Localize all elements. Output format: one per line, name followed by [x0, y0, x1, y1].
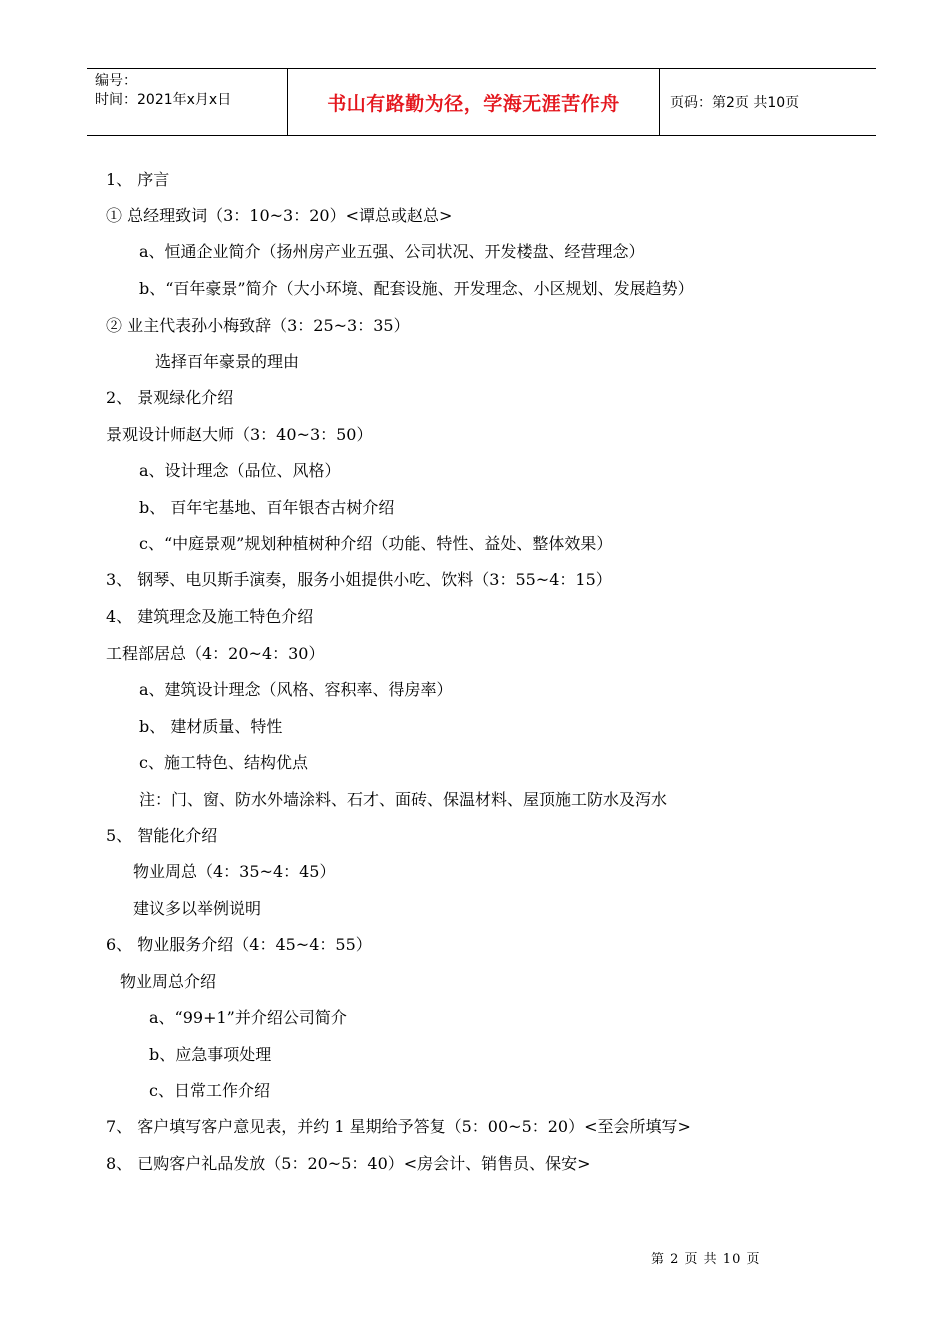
agenda-subitem: b、 百年宅基地、百年银杏古树介绍 [139, 498, 395, 517]
agenda-subitem: c、施工特色、结构优点 [139, 753, 308, 772]
header-meta-cell [87, 69, 287, 135]
header-motto: 书山有路勤为径，学海无涯苦作舟 [327, 92, 620, 115]
agenda-subitem: a、建筑设计理念（风格、容积率、得房率） [139, 680, 453, 699]
agenda-subitem: b、 建材质量、特性 [139, 717, 283, 736]
header-page-info: 页码：第2页 共10页 [670, 95, 800, 111]
agenda-item: 物业周总（4：35~4：45） [133, 862, 336, 881]
agenda-subitem: c、“中庭景观”规划种植树种介绍（功能、特性、益处、整体效果） [139, 534, 613, 553]
agenda-item: 景观设计师赵大师（3：40~3：50） [106, 425, 373, 444]
agenda-subitem: a、设计理念（品位、风格） [139, 461, 341, 480]
agenda-subitem: b、“百年豪景”简介（大小环境、配套设施、开发理念、小区规划、发展趋势） [139, 279, 694, 298]
document-number-label: 编号： [95, 73, 137, 89]
section-heading: 2、 景观绿化介绍 [106, 388, 234, 407]
header-motto-cell [287, 69, 660, 135]
agenda-subitem: a、“99+1”并介绍公司简介 [149, 1008, 347, 1027]
agenda-note: 建议多以举例说明 [133, 899, 262, 918]
agenda-note: 选择百年豪景的理由 [155, 352, 300, 371]
agenda-item: ① 总经理致词（3：10~3：20）<谭总或赵总> [106, 206, 453, 225]
section-heading: 5、 智能化介绍 [106, 826, 218, 845]
section-heading: 4、 建筑理念及施工特色介绍 [106, 607, 314, 626]
page-header [87, 68, 876, 136]
agenda-subitem: c、日常工作介绍 [149, 1081, 270, 1100]
section-heading: 6、 物业服务介绍（4：45~4：55） [106, 935, 372, 954]
section-heading: 1、 序言 [106, 170, 170, 189]
agenda-item: ② 业主代表孙小梅致辞（3：25~3：35） [106, 316, 410, 335]
section-heading: 8、 已购客户礼品发放（5：20~5：40）<房会计、销售员、保安> [106, 1154, 591, 1173]
header-page-cell [660, 69, 876, 135]
section-heading: 7、 客户填写客户意见表，并约 1 星期给予答复（5：00~5：20）<至会所填写> [106, 1117, 691, 1136]
agenda-subitem: b、应急事项处理 [149, 1045, 272, 1064]
section-heading: 3、 钢琴、电贝斯手演奏，服务小姐提供小吃、饮料（3：55~4：15） [106, 570, 612, 589]
agenda-note: 注：门、窗、防水外墙涂料、石才、面砖、保温材料、屋顶施工防水及泻水 [139, 790, 668, 809]
document-date-label: 时间：2021年x月x日 [95, 92, 232, 108]
agenda-subitem: a、恒通企业简介（扬州房产业五强、公司状况、开发楼盘、经营理念） [139, 242, 645, 261]
agenda-item: 工程部居总（4：20~4：30） [106, 644, 325, 663]
agenda-item: 物业周总介绍 [120, 972, 217, 991]
page-footer: 第 2 页 共 10 页 [651, 1252, 761, 1267]
